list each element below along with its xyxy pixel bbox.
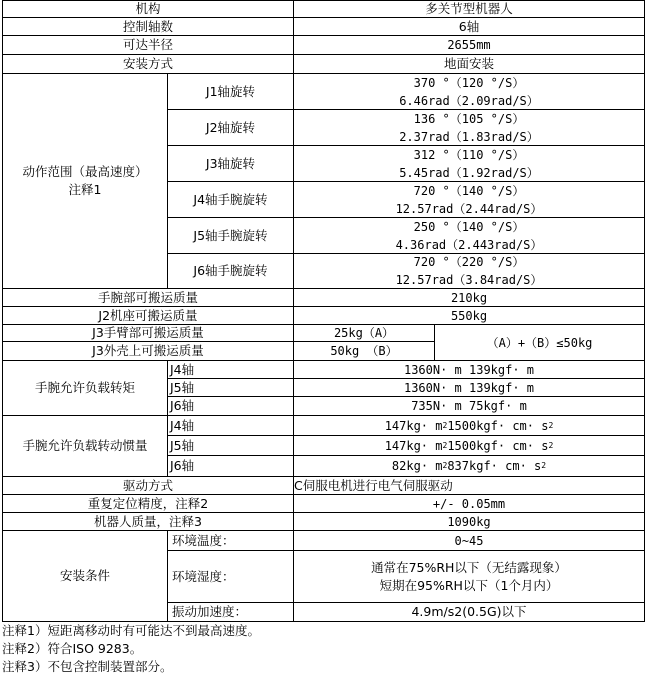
wrist-payload-label: 手腕部可搬运质量 (2, 289, 294, 307)
inertia-j4-axis: J4轴 (168, 416, 294, 436)
inertia-label: 手腕允许负载转动惯量 (2, 416, 168, 477)
motion-label-line2: 注释1 (68, 182, 102, 197)
motion-label-line1: 动作范围（最高速度） (22, 164, 148, 179)
mass-value: 1090kg (294, 513, 645, 531)
joint-j1-line1: 370 °（120 °/S） (413, 75, 525, 90)
joint-j3-line2: 5.45rad（1.92rad/S） (399, 165, 539, 180)
joint-j5-line2: 4.36rad（2.443rad/S） (395, 237, 543, 252)
joint-j2-line2: 2.37rad（1.83rad/S） (399, 129, 539, 144)
joint-j4-value (294, 182, 645, 218)
joint-j4-line2: 12.57rad（2.44rad/S） (395, 201, 543, 216)
reach-value: 2655mm (294, 36, 645, 55)
j3-shell-payload-value: 50kg （B） (294, 342, 435, 361)
inertia-j5-axis: J5轴 (168, 436, 294, 456)
axes-value: 6轴 (294, 18, 645, 36)
note-2: 注释2）符合ISO 9283。 (2, 641, 143, 656)
j3-arm-payload-value: 25kg（A） (294, 325, 435, 342)
joint-j5-name: J5轴手腕旋转 (168, 218, 294, 254)
torque-j6-value: 735N· m 75kgf· m (294, 397, 645, 416)
mounting-value: 地面安装 (294, 55, 645, 74)
inertia-j6-value: 82kg· m 2 837kgf· cm· s 2 (294, 456, 645, 477)
header-label: 机构 (2, 0, 294, 18)
wrist-payload-value: 210kg (294, 289, 645, 307)
temp-label: 环境温度： (168, 531, 294, 551)
mounting-label: 安装方式 (2, 55, 294, 74)
inertia-j5-value: 147kg· m 2 1500kgf· cm· s 2 (294, 436, 645, 456)
torque-j5-axis: J5轴 (168, 379, 294, 397)
joint-j3-value (294, 146, 645, 182)
j3-shell-payload-label: J3外壳上可搬运质量 (2, 342, 294, 361)
header-value: 多关节型机器人 (294, 0, 645, 18)
torque-j4-axis: J4轴 (168, 361, 294, 379)
joint-j3-line1: 312 °（110 °/S） (413, 147, 525, 162)
joint-j4-name: J4轴手腕旋转 (168, 182, 294, 218)
humidity-value (294, 551, 645, 603)
j3-total-payload: （A）+（B）≤50kg (435, 325, 645, 361)
torque-j5-value: 1360N· m 139kgf· m (294, 379, 645, 397)
joint-j6-name: J6轴手腕旋转 (168, 254, 294, 289)
joint-j2-name: J2轴旋转 (168, 110, 294, 146)
joint-j1-value (294, 74, 645, 110)
joint-j2-value (294, 110, 645, 146)
inertia-j6-axis: J6轴 (168, 456, 294, 477)
motion-range-label (2, 74, 168, 289)
repeat-label: 重复定位精度，注释2 (2, 495, 294, 513)
joint-j6-line2: 12.57rad（3.84rad/S） (395, 273, 543, 287)
note-3: 注释3）不包含控制装置部分。 (2, 659, 173, 674)
humidity-line2: 短期在95%RH以下（1个月内） (379, 577, 559, 593)
joint-j2-line1: 136 °（105 °/S） (413, 111, 525, 126)
torque-j6-axis: J6轴 (168, 397, 294, 416)
vibration-label: 振动加速度： (168, 603, 294, 622)
mass-label: 机器人质量，注释3 (2, 513, 294, 531)
joint-j5-line1: 250 °（140 °/S） (413, 219, 525, 234)
joint-j1-name: J1轴旋转 (168, 74, 294, 110)
joint-j6-value (294, 254, 645, 289)
reach-label: 可达半径 (2, 36, 294, 55)
j2-payload-label: J2机座可搬运质量 (2, 307, 294, 325)
j3-arm-payload-label: J3手臂部可搬运质量 (2, 325, 294, 342)
install-label: 安装条件 (2, 531, 168, 622)
drive-label: 驱动方式 (2, 477, 294, 495)
humidity-line1: 通常在75%RH以下（无结露现象） (371, 559, 567, 575)
repeat-value: +/- 0.05mm (294, 495, 645, 513)
drive-value: C伺服电机进行电气伺服驱动 (294, 477, 645, 495)
joint-j6-line1: 720 °（220 °/S） (413, 255, 525, 269)
humidity-label: 环境湿度： (168, 551, 294, 603)
torque-label: 手腕允许负载转矩 (2, 361, 168, 416)
joint-j4-line1: 720 °（140 °/S） (413, 183, 525, 198)
note-1: 注释1）短距离移动时有可能达不到最高速度。 (2, 623, 260, 638)
temp-value: 0~45 (294, 531, 645, 551)
vibration-value: 4.9m/s2(0.5G)以下 (294, 603, 645, 622)
torque-j4-value: 1360N· m 139kgf· m (294, 361, 645, 379)
axes-label: 控制轴数 (2, 18, 294, 36)
j2-payload-value: 550kg (294, 307, 645, 325)
inertia-j4-value: 147kg· m 2 1500kgf· cm· s 2 (294, 416, 645, 436)
joint-j5-value (294, 218, 645, 254)
joint-j1-line2: 6.46rad（2.09rad/S） (399, 93, 539, 108)
joint-j3-name: J3轴旋转 (168, 146, 294, 182)
